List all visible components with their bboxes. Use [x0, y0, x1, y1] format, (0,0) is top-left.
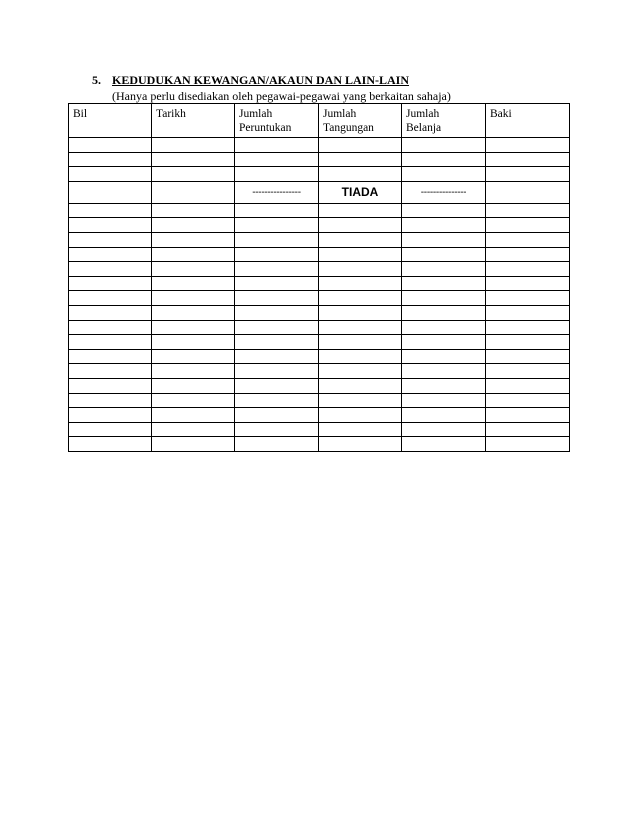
table-row [69, 203, 570, 218]
table-cell[interactable] [235, 422, 319, 437]
table-row [69, 364, 570, 379]
table-cell[interactable] [235, 320, 319, 335]
table-cell[interactable] [69, 167, 152, 182]
table-row [69, 218, 570, 233]
table-cell[interactable] [319, 335, 402, 350]
table-cell[interactable] [69, 408, 152, 423]
table-row [69, 437, 570, 452]
table-cell[interactable] [402, 203, 486, 218]
table-cell[interactable] [486, 203, 570, 218]
table-cell[interactable] [235, 138, 319, 153]
table-cell[interactable] [235, 232, 319, 247]
table-cell[interactable] [486, 378, 570, 393]
table-cell[interactable] [235, 291, 319, 306]
table-cell[interactable] [486, 393, 570, 408]
table-cell[interactable] [486, 262, 570, 277]
table-row [69, 276, 570, 291]
table-cell[interactable] [402, 138, 486, 153]
table-cell[interactable] [235, 276, 319, 291]
table-row [69, 152, 570, 167]
table-cell[interactable] [152, 437, 235, 452]
table-cell[interactable] [152, 408, 235, 423]
table-cell[interactable] [319, 218, 402, 233]
table-cell[interactable] [69, 218, 152, 233]
table-cell[interactable] [235, 203, 319, 218]
header-jumlah-tangungan: Jumlah Tangungan [319, 104, 402, 138]
table-cell[interactable] [319, 422, 402, 437]
table-cell[interactable] [235, 364, 319, 379]
table-cell[interactable] [235, 247, 319, 262]
section-heading [92, 73, 409, 88]
table-cell[interactable] [319, 138, 402, 153]
table-cell[interactable] [486, 305, 570, 320]
table-cell[interactable] [319, 320, 402, 335]
table-cell[interactable] [152, 349, 235, 364]
table-cell[interactable] [402, 320, 486, 335]
header-baki: Baki [486, 104, 570, 138]
table-cell[interactable] [235, 378, 319, 393]
header-tarikh: Tarikh [152, 104, 235, 138]
table-cell[interactable] [486, 437, 570, 452]
table-cell[interactable] [69, 320, 152, 335]
table-cell[interactable] [402, 291, 486, 306]
table-cell[interactable] [402, 247, 486, 262]
table-row [69, 320, 570, 335]
table-row [69, 167, 570, 182]
table-cell[interactable] [235, 335, 319, 350]
nil-dash-left: ---------------- [235, 181, 319, 203]
table-cell[interactable] [486, 422, 570, 437]
table-cell[interactable] [486, 181, 570, 203]
table-cell[interactable] [319, 378, 402, 393]
table-cell[interactable] [152, 364, 235, 379]
table-cell[interactable] [69, 203, 152, 218]
table-cell[interactable] [152, 167, 235, 182]
table-cell[interactable] [486, 247, 570, 262]
table-cell[interactable] [69, 422, 152, 437]
table-cell[interactable] [152, 247, 235, 262]
table-cell[interactable] [152, 262, 235, 277]
table-row [69, 422, 570, 437]
table-cell[interactable] [235, 218, 319, 233]
table-cell[interactable] [152, 203, 235, 218]
section-title: KEDUDUKAN KEWANGAN/AKAUN DAN LAIN-LAIN [112, 73, 410, 87]
table-cell[interactable] [69, 276, 152, 291]
section-note: (Hanya perlu disediakan oleh pegawai-pegawai yang berkaitan sahaja) [112, 89, 451, 103]
table-cell[interactable] [152, 378, 235, 393]
table-cell[interactable] [319, 349, 402, 364]
table-cell[interactable] [235, 349, 319, 364]
nil-label: TIADA [319, 181, 402, 203]
table-cell[interactable] [152, 393, 235, 408]
table-header-row [69, 104, 570, 138]
table-cell[interactable] [152, 422, 235, 437]
table-cell[interactable] [486, 232, 570, 247]
table-row [69, 349, 570, 364]
financial-status-table [68, 103, 570, 452]
table-cell[interactable] [235, 305, 319, 320]
table-cell[interactable] [486, 276, 570, 291]
table-cell[interactable] [69, 138, 152, 153]
table-cell[interactable] [319, 437, 402, 452]
table-row [69, 305, 570, 320]
table-cell[interactable] [152, 152, 235, 167]
table-cell[interactable] [69, 262, 152, 277]
table-row [69, 138, 570, 153]
table-cell[interactable] [402, 422, 486, 437]
table-cell[interactable] [69, 232, 152, 247]
table-cell[interactable] [402, 276, 486, 291]
table-cell[interactable] [152, 181, 235, 203]
table-cell[interactable] [152, 320, 235, 335]
table-cell[interactable] [486, 291, 570, 306]
table-cell[interactable] [69, 305, 152, 320]
table-cell[interactable] [152, 335, 235, 350]
table-cell[interactable] [486, 364, 570, 379]
table-cell[interactable] [69, 378, 152, 393]
table-cell[interactable] [319, 232, 402, 247]
table-cell[interactable] [319, 364, 402, 379]
table-cell[interactable] [235, 152, 319, 167]
table-cell[interactable] [319, 393, 402, 408]
table-cell[interactable] [69, 291, 152, 306]
table-cell[interactable] [486, 152, 570, 167]
nil-dash-right: --------------- [402, 181, 486, 203]
table-cell[interactable] [69, 393, 152, 408]
table-cell[interactable] [402, 364, 486, 379]
table-cell[interactable] [235, 262, 319, 277]
table-row [69, 232, 570, 247]
table-cell[interactable] [152, 305, 235, 320]
table-cell[interactable] [402, 349, 486, 364]
table-cell[interactable] [69, 349, 152, 364]
table-cell[interactable] [319, 167, 402, 182]
table-row [69, 393, 570, 408]
table-row [69, 262, 570, 277]
table-cell[interactable] [486, 218, 570, 233]
table-row [69, 291, 570, 306]
table-cell[interactable] [319, 203, 402, 218]
table-cell[interactable] [69, 364, 152, 379]
table-row [69, 335, 570, 350]
table-cell[interactable] [69, 437, 152, 452]
table-cell[interactable] [319, 291, 402, 306]
table-cell[interactable] [319, 305, 402, 320]
table-cell[interactable] [69, 152, 152, 167]
nil-row [69, 181, 570, 203]
table-cell[interactable] [486, 167, 570, 182]
table-cell[interactable] [319, 152, 402, 167]
table-cell[interactable] [319, 262, 402, 277]
table-cell[interactable] [486, 408, 570, 423]
table-cell[interactable] [402, 378, 486, 393]
table-cell[interactable] [319, 247, 402, 262]
table-cell[interactable] [486, 335, 570, 350]
table-cell[interactable] [235, 408, 319, 423]
table-cell[interactable] [235, 437, 319, 452]
table-cell[interactable] [152, 218, 235, 233]
table-cell[interactable] [486, 320, 570, 335]
table-cell[interactable] [486, 138, 570, 153]
table-cell[interactable] [402, 152, 486, 167]
header-bil: Bil [69, 104, 152, 138]
header-jumlah-peruntukan: Jumlah Peruntukan [235, 104, 319, 138]
table-cell[interactable] [319, 408, 402, 423]
table-row [69, 408, 570, 423]
table-row [69, 247, 570, 262]
table-cell[interactable] [486, 349, 570, 364]
header-jumlah-belanja: Jumlah Belanja [402, 104, 486, 138]
table-cell[interactable] [402, 393, 486, 408]
section-number: 5. [92, 73, 101, 87]
table-cell[interactable] [402, 167, 486, 182]
table-cell[interactable] [69, 247, 152, 262]
table-cell[interactable] [402, 408, 486, 423]
table-cell[interactable] [152, 276, 235, 291]
table-cell[interactable] [402, 305, 486, 320]
table-cell[interactable] [402, 335, 486, 350]
table-cell[interactable] [402, 437, 486, 452]
table-cell[interactable] [402, 218, 486, 233]
table-cell[interactable] [235, 393, 319, 408]
table-cell[interactable] [402, 232, 486, 247]
table-cell[interactable] [235, 167, 319, 182]
table-row [69, 378, 570, 393]
table-cell[interactable] [402, 262, 486, 277]
table-cell[interactable] [152, 232, 235, 247]
table-cell[interactable] [152, 138, 235, 153]
table-cell[interactable] [69, 335, 152, 350]
table-cell[interactable] [69, 181, 152, 203]
table-cell[interactable] [319, 276, 402, 291]
table-cell[interactable] [152, 291, 235, 306]
